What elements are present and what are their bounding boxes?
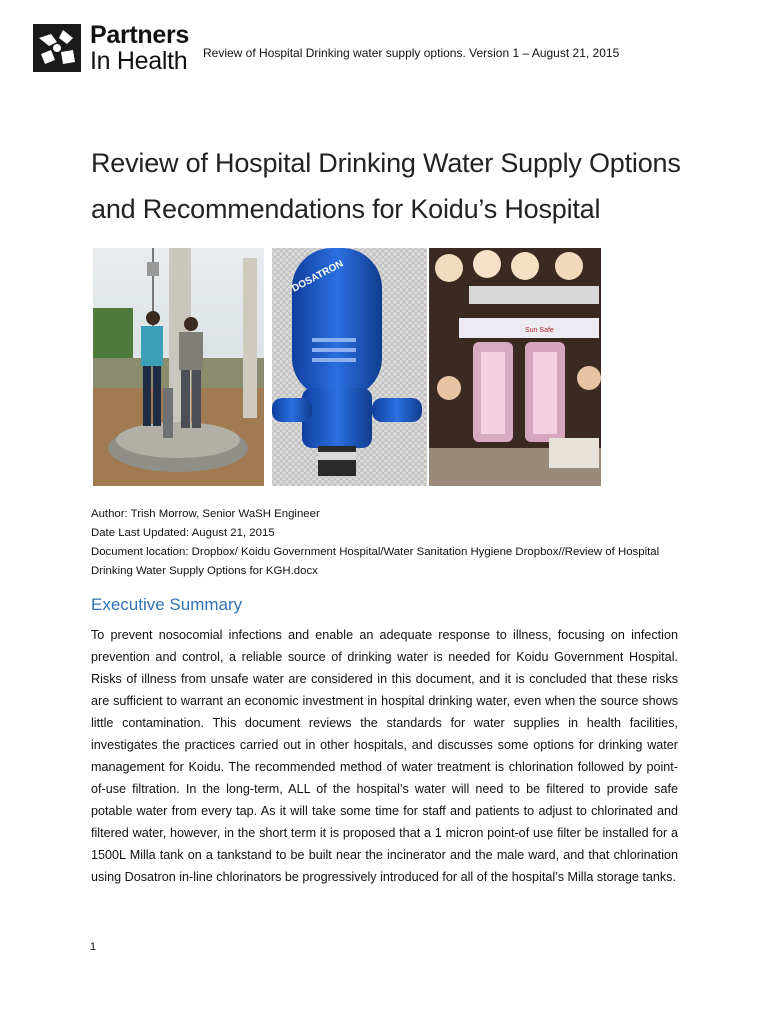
page-number: 1 — [90, 941, 97, 953]
dosatron-label: DOSATRON — [290, 258, 346, 295]
author-line: Author: Trish Morrow, Senior WaSH Engineer — [91, 508, 320, 520]
date-line: Date Last Updated: August 21, 2015 — [91, 527, 275, 539]
photo-dosatron-chlorinator — [272, 248, 427, 486]
photo-water-filters — [429, 248, 601, 486]
section-heading-executive-summary: Executive Summary — [91, 595, 243, 614]
logo-line-partners: Partners — [90, 21, 190, 49]
location-line-1: Document location: Dropbox/ Koidu Government Hospital/Water Sanitation Hygiene Dropbox//Review of Hospital — [91, 546, 660, 558]
logo-wordmark — [90, 22, 189, 74]
photo-well-site — [93, 248, 264, 486]
running-head: Review of Hospital Drinking water supply options. Version 1 – August 21, 2015 — [203, 46, 620, 60]
filter-label: Sun Safe — [525, 327, 554, 334]
document-title: Review of Hospital Drinking Water Supply Options and Recommendations for Koidu’s Hospital — [91, 148, 681, 224]
page-header — [33, 21, 733, 76]
partners-in-health-logo-icon — [33, 24, 81, 72]
executive-summary-paragraph: To prevent nosocomial infections and enable an adequate response to illness, focusing on infection prevention and control, a reliable source of drinking water is needed for Koidu Government Hospital. Risks of illness from unsafe water are considered in this document, and it is concluded that these risks are sufficient to warrant an economic investment in hospital drinking water, even when the source shows little contamination. This document reviews the standards for water supplies in health facilities, investigates the practices carried out in other hospitals, and discusses some options for drinking water management for Koidu. The recommended method of water treatment is chlorination followed by point-of-use filtration. In the long-term, ALL of the hospital’s water will need to be filtered to provide safe potable water from every tap. As it will take some time for staff and patients to adjust to chlorinated and filtered water, however, in the short term it is proposed that a 1 micron point-of use filter be installed for a 1500L Milla tank on a tankstand to be built near the incinerator and the male ward, and that chlorination using Dosatron in-line chlorinators be progressively introduced for all of the hospital’s Milla storage tanks. — [91, 628, 678, 884]
logo-line-in-health: In Health — [90, 47, 188, 75]
location-line-2: Drinking Water Supply Options for KGH.docx — [91, 565, 318, 577]
document-metadata — [91, 505, 691, 581]
